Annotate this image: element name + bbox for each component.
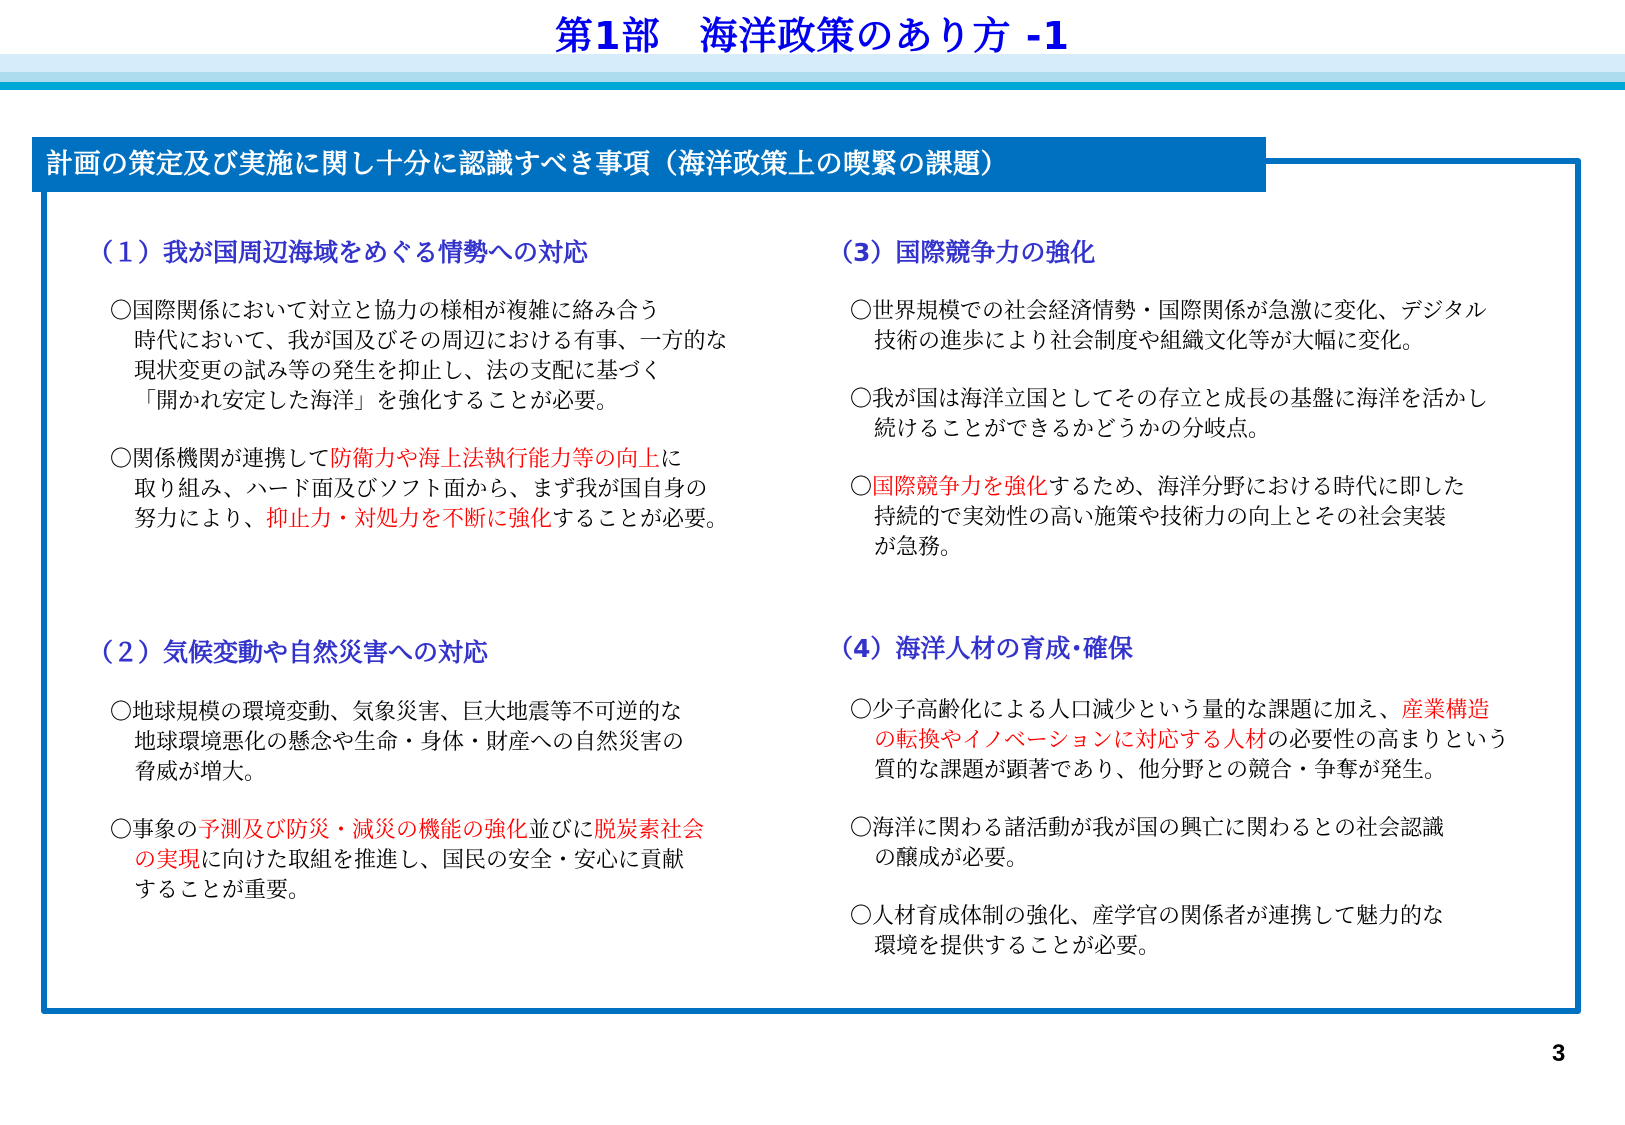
body-text: 「開かれ安定した海洋」を強化することが必要。 — [134, 389, 619, 414]
bullet-line — [110, 475, 728, 505]
body-text: 〇関係機関が連携して — [110, 447, 331, 472]
bullet-line — [110, 505, 728, 535]
bullet-item — [850, 297, 1488, 357]
bullet-item — [110, 445, 728, 535]
bullet-line — [110, 387, 728, 417]
bullet-line — [110, 445, 728, 475]
bullet-line — [850, 473, 1488, 503]
highlight-text: 産業構造 — [1401, 698, 1490, 723]
bullet-item — [110, 698, 704, 788]
section-items — [850, 696, 1509, 962]
bullet-line — [850, 902, 1509, 932]
body-text: 脅威が増大。 — [134, 760, 267, 785]
bullet-item — [110, 297, 728, 417]
bullet-line — [850, 814, 1509, 844]
section-items — [110, 297, 728, 535]
body-text: 質的な課題が顕著であり、他分野との競合・争奪が発生。 — [874, 758, 1447, 783]
body-text: 〇地球規模の環境変動、気象災害、巨大地震等不可逆的な — [110, 700, 683, 725]
body-text: 〇少子高齢化による人口減少という量的な課題に加え、 — [850, 698, 1402, 723]
highlight-text: 脱炭素社会 — [594, 818, 705, 843]
section-items — [850, 297, 1488, 563]
bullet-line — [850, 756, 1509, 786]
section-2 — [88, 636, 704, 906]
bullet-line — [850, 327, 1488, 357]
box-header: 計画の策定及び実施に関し十分に認識すべき事項（海洋政策上の喫緊の課題） — [32, 137, 1266, 192]
highlight-text: 国際競争力を強化 — [872, 475, 1049, 500]
highlight-text: 抑止力・対処力を不断に強化 — [266, 507, 553, 532]
header-band-mid — [0, 72, 1625, 82]
body-text: 〇人材育成体制の強化、産学官の関係者が連携して魅力的な — [850, 904, 1445, 929]
body-text: に向けた取組を推進し、国民の安全・安心に貢献 — [200, 848, 685, 873]
bullet-item — [850, 696, 1509, 786]
body-text: 時代において、我が国及びその周辺における有事、一方的な — [134, 329, 728, 354]
body-text: 技術の進歩により社会制度や組織文化等が大幅に変化。 — [874, 329, 1425, 354]
highlight-text: 防衛力や海上法執行能力等の向上 — [330, 447, 661, 472]
bullet-line — [110, 846, 704, 876]
bullet-line — [110, 698, 704, 728]
bullet-line — [110, 728, 704, 758]
body-text: 環境を提供することが必要。 — [874, 934, 1161, 959]
highlight-text: の実現 — [134, 848, 201, 873]
bullet-line — [110, 876, 704, 906]
highlight-text: の転換やイノベーションに対応する人材 — [874, 728, 1267, 753]
section-1 — [88, 236, 728, 535]
bullet-line — [850, 533, 1488, 563]
body-text: することが必要。 — [552, 507, 729, 532]
bullet-line — [850, 415, 1488, 445]
body-text: 〇我が国は海洋立国としてその存立と成長の基盤に海洋を活かし — [850, 387, 1489, 412]
page-title: 第1部 海洋政策のあり方 -1 — [555, 14, 1070, 58]
body-text: 〇国際関係において対立と協力の様相が複雑に絡み合う — [110, 299, 661, 324]
body-text: 現状変更の試み等の発生を抑止し、法の支配に基づく — [134, 359, 663, 384]
bullet-line — [850, 844, 1509, 874]
bullet-line — [110, 758, 704, 788]
body-text: することが重要。 — [134, 878, 311, 903]
section-items — [110, 698, 704, 906]
body-text: に — [660, 447, 683, 472]
bullet-item — [110, 816, 704, 906]
bullet-line — [110, 297, 728, 327]
bullet-item — [850, 902, 1509, 962]
section-3 — [828, 236, 1488, 563]
bullet-line — [850, 696, 1509, 726]
body-text: 〇海洋に関わる諸活動が我が国の興亡に関わるとの社会認識 — [850, 816, 1445, 841]
body-text: 地球環境悪化の懸念や生命・身体・財産への自然災害の — [134, 730, 685, 755]
bullet-line — [850, 385, 1488, 415]
bullet-line — [110, 357, 728, 387]
body-text: 〇事象の — [110, 818, 199, 843]
body-text: が急務。 — [874, 535, 963, 560]
section-title: （２）気候変動や自然災害への対応 — [88, 638, 489, 667]
bullet-item — [850, 473, 1488, 563]
section-4 — [828, 632, 1509, 962]
page-number: 3 — [1552, 1040, 1566, 1067]
body-text: 〇世界規模での社会経済情勢・国際関係が急激に変化、デジタル — [850, 299, 1487, 324]
bullet-line — [850, 297, 1488, 327]
section-title: （3）国際競争力の強化 — [828, 238, 1096, 267]
body-text: 取り組み、ハード面及びソフト面から、まず我が国自身の — [134, 477, 708, 502]
bullet-line — [110, 327, 728, 357]
bullet-line — [110, 816, 704, 846]
bullet-line — [850, 503, 1488, 533]
body-text: 努力により、 — [134, 507, 267, 532]
section-title: （4）海洋人材の育成･確保 — [828, 634, 1133, 663]
body-text: 続けることができるかどうかの分岐点。 — [874, 417, 1271, 442]
bullet-line — [850, 932, 1509, 962]
bullet-line — [850, 726, 1509, 756]
body-text: の醸成が必要。 — [874, 846, 1029, 871]
section-title: （１）我が国周辺海域をめぐる情勢への対応 — [88, 238, 589, 267]
bullet-item — [850, 814, 1509, 874]
body-text: 〇 — [850, 475, 873, 500]
highlight-text: 予測及び防災・減災の機能の強化 — [198, 818, 529, 843]
header-band-dark — [0, 82, 1625, 90]
body-text: の必要性の高まりという — [1266, 728, 1509, 753]
body-text: 並びに — [528, 818, 595, 843]
body-text: するため、海洋分野における時代に即した — [1048, 475, 1466, 500]
body-text: 持続的で実効性の高い施策や技術力の向上とその社会実装 — [874, 505, 1447, 530]
bullet-item — [850, 385, 1488, 445]
